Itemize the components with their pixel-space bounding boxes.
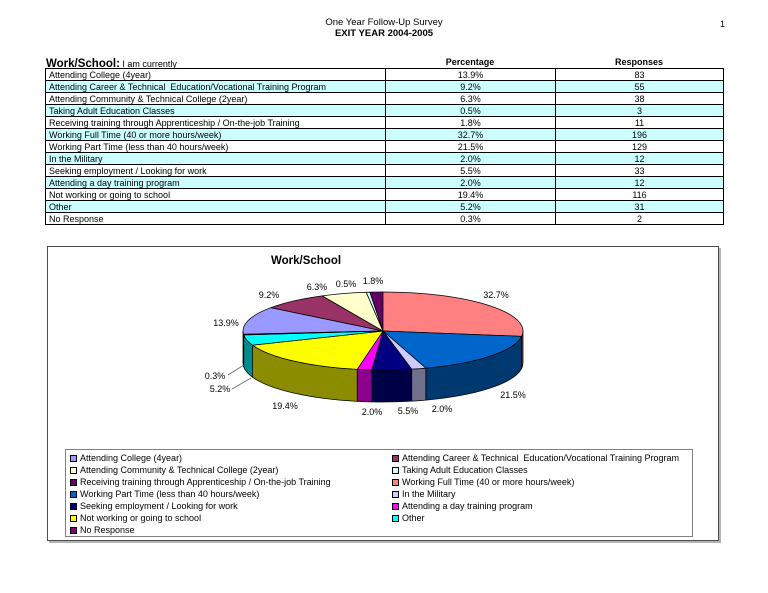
table-row [46,93,724,105]
table-row [46,165,724,177]
table-row [46,213,724,225]
table-cell-label: Attending Career & Technical Education/Vocational Training Program [46,81,386,93]
label-leader-line [232,378,251,389]
legend-swatch-icon [392,515,399,522]
pie-data-label: 0.5% [335,279,357,289]
legend-item [392,500,692,512]
pie-slice-side [357,369,371,402]
table-cell-responses: 31 [556,201,724,213]
table-cell-percentage: 0.5% [386,105,556,117]
table-cell-label: Taking Adult Education Classes [46,105,386,117]
pie-data-label: 1.8% [362,276,384,286]
table-cell-label: Attending a day training program [46,177,386,189]
pie-data-label: 5.5% [397,406,419,416]
legend-label: Receiving training through Apprenticeship / On-the-job Training [80,477,331,487]
section-title-rest: I am currently [119,59,177,69]
legend-label: In the Military [402,489,456,499]
table-cell-responses: 12 [556,177,724,189]
chart-legend [65,449,693,537]
table-row [46,141,724,153]
table-cell-responses: 55 [556,81,724,93]
pie-data-label: 6.3% [306,282,328,292]
table-cell-label: Other [46,201,386,213]
table-cell-responses: 33 [556,165,724,177]
table-cell-responses: 116 [556,189,724,201]
legend-item [70,524,392,536]
table-row [46,117,724,129]
legend-swatch-icon [392,503,399,510]
table-cell-label: Seeking employment / Looking for work [46,165,386,177]
legend-item [70,488,392,500]
legend-item [392,452,692,464]
pie-slice-side [412,368,426,401]
pie-data-label: 2.0% [361,407,383,417]
table-row [46,189,724,201]
table-row [46,81,724,93]
table-cell-responses: 83 [556,69,724,81]
legend-swatch-icon [70,527,77,534]
table-cell-percentage: 9.2% [386,81,556,93]
table-row [46,105,724,117]
table-cell-responses: 129 [556,141,724,153]
report-title: One Year Follow-Up Survey [325,17,443,28]
legend-label: Working Part Time (less than 40 hours/week) [80,489,260,499]
table-cell-label: Receiving training through Apprenticeship / On-the-job Training [46,117,386,129]
legend-label: Not working or going to school [80,513,202,523]
legend-swatch-icon [392,491,399,498]
table-row [46,153,724,165]
survey-table [45,68,724,225]
legend-swatch-icon [70,503,77,510]
column-header-responses: Responses [614,57,664,67]
chart-object [47,246,719,541]
legend-label: Seeking employment / Looking for work [80,501,238,511]
legend-item [70,452,392,464]
section-title-bold: Work/School: [46,58,120,70]
legend-swatch-icon [70,467,77,474]
legend-label: No Response [80,525,135,535]
pie-data-label: 9.2% [258,290,280,300]
legend-item [392,488,692,500]
table-cell-percentage: 19.4% [386,189,556,201]
table-cell-label: No Response [46,213,386,225]
table-cell-responses: 11 [556,117,724,129]
legend-label: Attending Career & Technical Education/Vocational Training Program [402,453,679,463]
legend-swatch-icon [70,491,77,498]
table-cell-percentage: 13.9% [386,69,556,81]
legend-item [70,464,392,476]
table-cell-percentage: 2.0% [386,153,556,165]
pie-data-label: 19.4% [272,401,298,411]
legend-label: Working Full Time (40 or more hours/week) [402,477,575,487]
table-cell-label: Attending College (4year) [46,69,386,81]
legend-swatch-icon [392,467,399,474]
column-header-percentage: Percentage [445,57,495,67]
page-number: 1 [720,19,726,29]
legend-item [392,512,692,524]
table-cell-percentage: 1.8% [386,117,556,129]
table-cell-label: Working Full Time (40 or more hours/week) [46,129,386,141]
table-cell-responses: 3 [556,105,724,117]
table-cell-responses: 196 [556,129,724,141]
table-cell-responses: 12 [556,153,724,165]
table-cell-percentage: 0.3% [386,213,556,225]
table-row [46,201,724,213]
table-cell-label: Working Part Time (less than 40 hours/week) [46,141,386,153]
table-cell-percentage: 5.5% [386,165,556,177]
pie-data-label: 5.2% [209,384,231,394]
table-cell-responses: 38 [556,93,724,105]
legend-item [392,464,692,476]
table-cell-percentage: 6.3% [386,93,556,105]
legend-item [392,476,692,488]
table-cell-responses: 2 [556,213,724,225]
table-cell-label: In the Military [46,153,386,165]
pie-data-label: 2.0% [431,404,453,414]
table-cell-percentage: 21.5% [386,141,556,153]
table-cell-label: Attending Community & Technical College (2year) [46,93,386,105]
legend-item [70,500,392,512]
legend-label: Taking Adult Education Classes [402,465,528,475]
label-leader-line [228,365,244,375]
table-cell-percentage: 2.0% [386,177,556,189]
table-row [46,129,724,141]
pie-data-label: 13.9% [213,318,239,328]
legend-label: Other [402,513,425,523]
legend-swatch-icon [392,455,399,462]
pie-data-label: 32.7% [483,290,509,300]
legend-item [70,512,392,524]
chart-title: Work/School [270,255,342,267]
pie-data-label: 21.5% [500,390,526,400]
legend-swatch-icon [70,455,77,462]
pie-slice-side [372,369,412,402]
legend-label: Attending College (4year) [80,453,183,463]
legend-swatch-icon [70,479,77,486]
pie-data-label: 0.3% [204,371,226,381]
legend-label: Attending Community & Technical College (2year) [80,465,279,475]
page-header [0,17,768,39]
legend-swatch-icon [392,479,399,486]
table-cell-percentage: 32.7% [386,129,556,141]
legend-label: Attending a day training program [402,501,533,511]
table-cell-percentage: 5.2% [386,201,556,213]
legend-swatch-icon [70,515,77,522]
table-row [46,177,724,189]
table-row [46,69,724,81]
table-cell-label: Not working or going to school [46,189,386,201]
report-subtitle: EXIT YEAR 2004-2005 [334,28,434,39]
legend-item [70,476,392,488]
